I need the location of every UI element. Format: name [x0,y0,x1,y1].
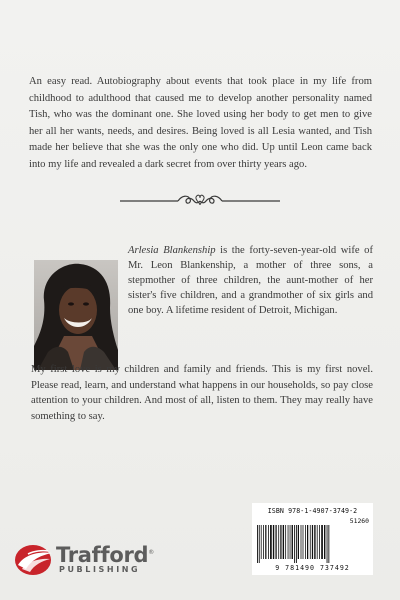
barcode-bar [261,525,262,559]
barcode-bar [292,525,293,559]
barcode-bar [273,525,274,559]
trafford-logo-icon [14,543,56,577]
ornament-divider [120,191,280,211]
barcode-bar [280,525,281,559]
barcode-bar [285,525,286,559]
barcode-bar [288,525,289,559]
publisher-logo [14,541,174,581]
barcode-bar [290,525,291,559]
author-name: Arlesia Blankenship [128,245,216,256]
barcode-bar [301,525,302,559]
barcode-bar [294,525,295,563]
barcode-bar [265,525,266,559]
author-bio-continued: My first love is my children and family and friends. This is my first novel. Please read, learn, and understand what happens in our households, so pay close attention to your children. And most of all, listen to them. They may really have something to say. [31,364,373,422]
barcode-bar [321,525,323,559]
barcode-bar [314,525,315,559]
barcode-digits: 9 781490 737492 [275,564,350,572]
barcode-bar [310,525,311,559]
barcode-bar [259,525,260,563]
author-bio [128,243,373,318]
barcode-bar [283,525,284,559]
barcode-bar [324,525,325,559]
barcode-bar [268,525,269,559]
barcode-bar [327,525,328,563]
barcode-bar [328,525,329,563]
barcode-bar [319,525,320,559]
barcode-bar [278,525,279,559]
barcode-bar [312,525,313,559]
barcode-bar [298,525,299,559]
publisher-tagline: PUBLISHING [59,565,141,574]
book-blurb: An easy read. Autobiography about events that took place in my life from childhood to adulthood that caused me to develop another personality named Tish, who was the dominant one. She loved using her body to get men to give her all her wants, needs, and desires. Being loved is all Lesia wanted, and Tish made her believe that she was the only one who did. Up until Leon came back into my life and revealed a dark secret from over thirty years ago. [29,76,372,170]
barcode-bar [263,525,264,559]
barcode-bar [270,525,272,559]
barcode-bar [303,525,304,559]
price-code: 51260 [349,517,369,525]
barcode-bar [257,525,258,563]
author-photo [34,260,118,370]
barcode-bar [317,525,318,559]
barcode-bar [307,525,308,559]
isbn-text: ISBN 978-1-4907-3749-2 [267,507,358,515]
publisher-name: Trafford® [56,543,154,567]
author-bio-text: is the forty-seven-year-old wife of Mr. Leon Blankenship, a mother of three sons, a stepmother of three children, the aunt-mother of her sister's five children, and a grandmother of six girls and one boy. A lifetime resident of Detroit, Michigan. [128,245,373,316]
barcode-bars [256,525,369,563]
barcode-bar [275,525,276,559]
barcode-bar [296,525,297,563]
barcode-bar [305,525,306,559]
isbn-barcode [252,503,373,575]
